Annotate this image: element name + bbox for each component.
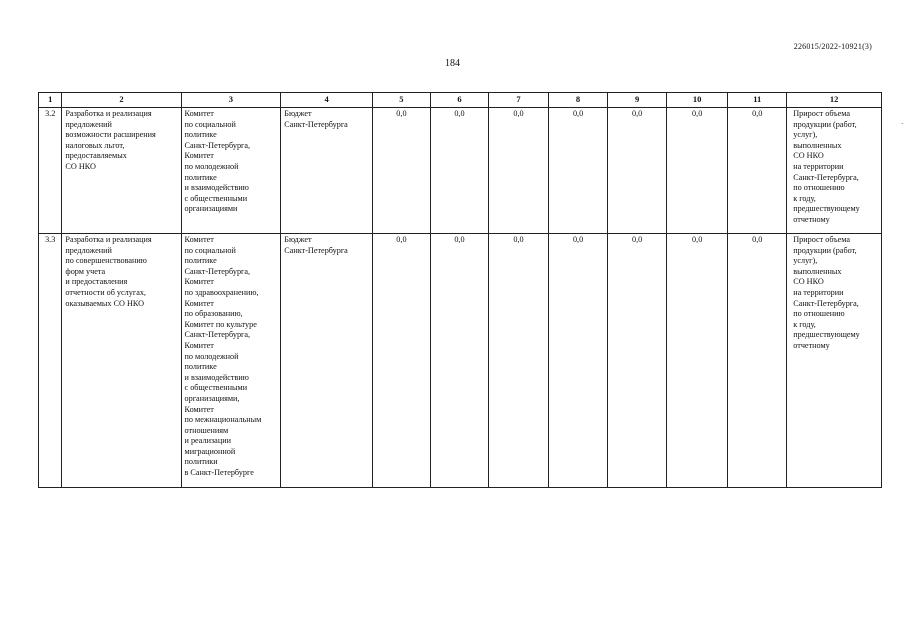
value-cell: 0,0 [372,234,430,488]
funding-source-cell: Бюджет Санкт-Петербурга [281,234,373,488]
value-cell: 0,0 [728,108,787,234]
value-cell: 0,0 [430,108,488,234]
activity-cell: Разработка и реализация предложений возможности расширения налоговых льгот, предоставляемых СО НКО [62,108,181,234]
col-header-4: 4 [281,93,373,108]
header-row [39,93,882,108]
value-cell: 0,0 [667,108,728,234]
value-cell: 0,0 [728,234,787,488]
col-header-12: 12 [787,93,882,108]
activity-cell: Разработка и реализация предложений по совершенствованию форм учета и предоставления отчетности об услугах, оказываемых СО НКО [62,234,181,488]
table-row [39,108,882,234]
executor-cell: Комитет по социальной политике Санкт-Петербурга, Комитет по молодежной политике и взаимодействию с общественными организациями [181,108,281,234]
col-header-7: 7 [488,93,548,108]
value-cell: 0,0 [488,234,548,488]
result-indicator-cell: Прирост объема продукции (работ, услуг), выполненных СО НКО на территории Санкт-Петербурга, по отношению к году, предшествующему отчетному [787,234,882,488]
row-number: 3.3 [39,234,62,488]
value-cell: 0,0 [608,234,667,488]
col-header-3: 3 [181,93,281,108]
table-row [39,234,882,488]
col-header-6: 6 [430,93,488,108]
value-cell: 0,0 [430,234,488,488]
result-indicator-cell: Прирост объема продукции (работ, услуг), выполненных СО НКО на территории Санкт-Петербурга, по отношению к году, предшествующему отчетному [787,108,882,234]
value-cell: 0,0 [372,108,430,234]
col-header-5: 5 [372,93,430,108]
value-cell: 0,0 [667,234,728,488]
row-number: 3.2 [39,108,62,234]
col-header-2: 2 [62,93,181,108]
col-header-9: 9 [608,93,667,108]
col-header-8: 8 [549,93,608,108]
margin-mark: · [901,120,904,128]
value-cell: 0,0 [549,108,608,234]
col-header-11: 11 [728,93,787,108]
page-number: 184 [445,58,460,69]
value-cell: 0,0 [488,108,548,234]
col-header-10: 10 [667,93,728,108]
executor-cell: Комитет по социальной политике Санкт-Петербурга, Комитет по здравоохранению, Комитет по образованию, Комитет по культуре Санкт-Петербурга, Комитет по молодежной политике и взаимодействию с общественными организациями, Комитет по межнациональным отношениям и реализации миграционной политики в Санкт-Петербурге [181,234,281,488]
value-cell: 0,0 [549,234,608,488]
value-cell: 0,0 [608,108,667,234]
document-id: 226015/2022-10921(3) [793,42,872,51]
funding-source-cell: Бюджет Санкт-Петербурга [281,108,373,234]
program-table [38,92,882,488]
col-header-1: 1 [39,93,62,108]
